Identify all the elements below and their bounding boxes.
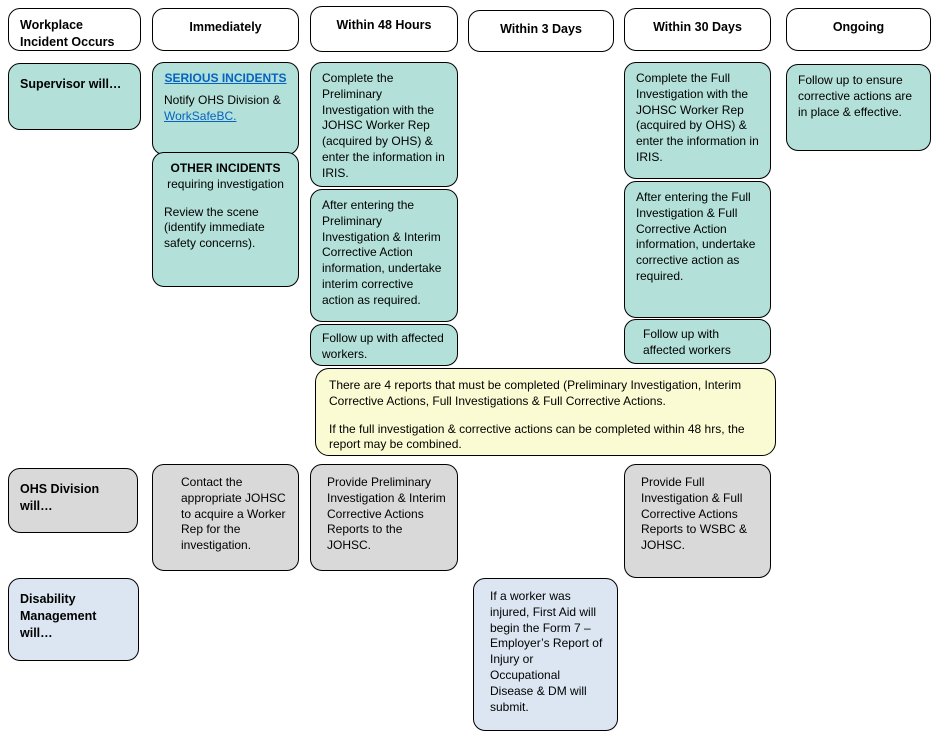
supervisor-row-label: Supervisor will…: [8, 63, 141, 130]
other-incidents-box: [152, 152, 299, 287]
supervisor-30d-step1-box: Complete the Full Investigation with the JOHSC Worker Rep (acquired by OHS) & enter the information in IRIS.: [624, 62, 771, 179]
col-header-within-48-hours: Within 48 Hours: [310, 6, 458, 52]
disability-3d-box: If a worker was injured, First Aid will begin the Form 7 – Employer’s Report of Injury or Occupational Disease & DM will submit.: [473, 578, 618, 731]
supervisor-48h-step1-box: Complete the Preliminary Investigation with the JOHSC Worker Rep (acquired by OHS) & enter the information in IRIS.: [310, 62, 458, 187]
col-header-workplace-incident: Workplace Incident Occurs: [8, 8, 141, 51]
other-incidents-subtitle: requiring investigation: [167, 176, 284, 191]
supervisor-30d-step3-box: Follow up with affected workers: [624, 319, 771, 364]
supervisor-30d-step2-box: After entering the Full Investigation & Full Corrective Action information, undertake corrective action as required.: [624, 181, 771, 318]
serious-incidents-body: [164, 93, 287, 125]
reports-note-line2: If the full investigation & corrective actions can be completed within 48 hrs, the report may be combined.: [329, 421, 745, 452]
other-incidents-body: Review the scene (identify immediate safety concerns).: [164, 204, 265, 251]
reports-note-box: [315, 368, 776, 456]
col-header-ongoing: Ongoing: [786, 8, 931, 51]
reports-note-line1: There are 4 reports that must be completed (Preliminary Investigation, Interim Corrective Actions, Full Investigations & Full Corrective Actions.: [329, 378, 742, 408]
col-header-immediately: Immediately: [152, 8, 299, 51]
ohs-immediately-box: Contact the appropriate JOHSC to acquire a Worker Rep for the investigation.: [152, 464, 299, 571]
serious-incidents-box: [152, 62, 299, 155]
serious-incidents-title: [164, 71, 287, 87]
serious-incidents-text: Notify OHS Division &: [164, 92, 281, 107]
ohs-row-label: OHS Division will…: [8, 468, 138, 533]
ohs-30d-box: Provide Full Investigation & Full Corrective Actions Reports to WSBC & JOHSC.: [624, 464, 771, 578]
ohs-48h-box: Provide Preliminary Investigation & Interim Corrective Actions Reports to the JOHSC.: [310, 464, 458, 571]
worksafebc-link[interactable]: WorkSafeBC.: [164, 108, 237, 123]
disability-row-label: Disability Management will…: [8, 578, 139, 661]
supervisor-48h-step2-box: After entering the Preliminary Investigation & Interim Corrective Action information, undertake interim corrective action as required.: [310, 189, 458, 322]
serious-incidents-link[interactable]: SERIOUS INCIDENTS: [164, 71, 287, 85]
col-header-within-3-days: Within 3 Days: [468, 10, 614, 52]
supervisor-ongoing-box: Follow up to ensure corrective actions are in place & effective.: [786, 64, 931, 151]
other-incidents-title: OTHER INCIDENTS: [170, 161, 281, 175]
supervisor-48h-step3-box: Follow up with affected workers.: [310, 324, 458, 366]
col-header-within-30-days: Within 30 Days: [624, 8, 771, 51]
